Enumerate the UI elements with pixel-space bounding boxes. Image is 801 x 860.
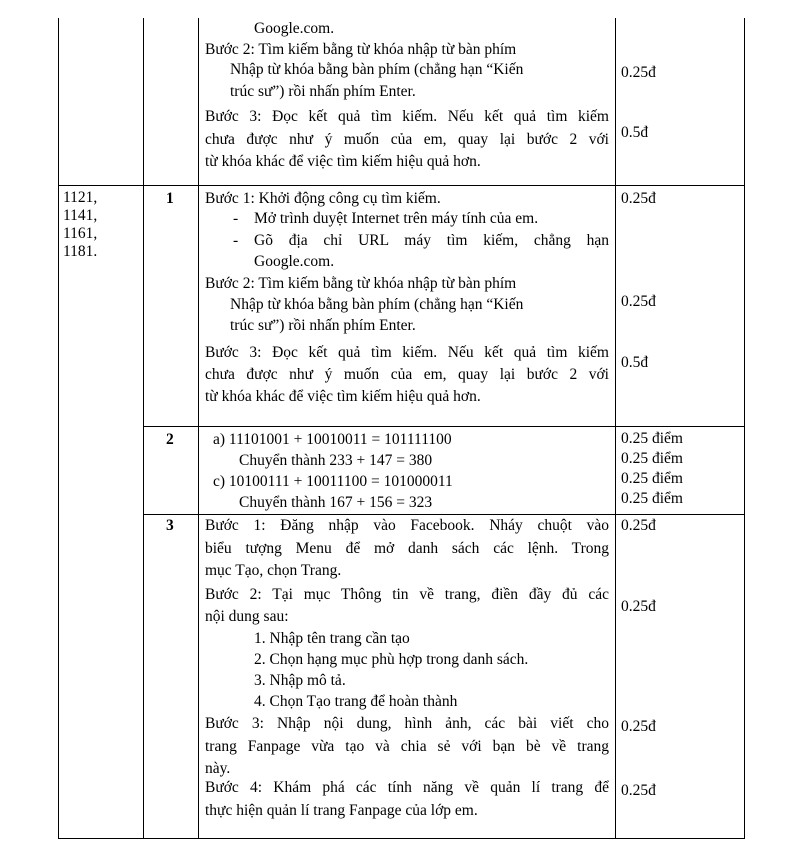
q1-line: Google.com. (254, 253, 335, 270)
table-border-left (58, 18, 59, 839)
column-divider-question (198, 18, 199, 839)
q1-line: Bước 3: Đọc kết quả tìm kiếm. Nếu kết quả tìm kiếm (205, 344, 609, 361)
q3-line: trang Fanpage vừa tạo và chia sẻ với bạn bè về trang (205, 738, 609, 755)
q1-line: Nhập từ khóa bằng bàn phím (chẳng hạn “Kiến (230, 296, 524, 313)
question-number: 3 (166, 517, 174, 534)
q1-score: 0.5đ (621, 354, 649, 371)
q3-score: 0.25đ (621, 598, 656, 615)
top-step-text: từ khóa khác để việc tìm kiếm hiệu quả hơn. (205, 153, 481, 170)
q3-list-item: 3. Nhập mô tả. (254, 672, 346, 689)
q1-line: chưa được như ý muốn của em, quay lại bước 2 với (205, 366, 609, 383)
q3-line: mục Tạo, chọn Trang. (205, 562, 342, 579)
top-score: 0.5đ (621, 124, 649, 141)
row-divider-q2 (143, 514, 745, 515)
top-step-text: Google.com. (254, 20, 335, 37)
bullet-dash: - (233, 232, 239, 249)
q3-score: 0.25đ (621, 782, 656, 799)
top-step-text: Nhập từ khóa bằng bàn phím (chẳng hạn “Kiến (230, 61, 524, 78)
top-score: 0.25đ (621, 64, 656, 81)
top-step-text: Bước 3: Đọc kết quả tìm kiếm. Nếu kết quả tìm kiếm (205, 108, 609, 125)
q1-line: Mở trình duyệt Internet trên máy tính của em. (254, 210, 539, 227)
table-border-right (744, 18, 745, 839)
q2-line: c) 10100111 + 10011100 = 101000011 (213, 473, 453, 490)
q3-line: Bước 1: Đăng nhập vào Facebook. Nháy chuột vào (205, 517, 609, 534)
q2-line: Chuyển thành 233 + 147 = 380 (239, 452, 433, 469)
bullet-dash: - (233, 210, 239, 227)
top-step-text: trúc sư”) rồi nhấn phím Enter. (230, 83, 416, 100)
q3-line: này. (205, 760, 231, 777)
column-divider-code (143, 18, 144, 839)
q1-score: 0.25đ (621, 190, 656, 207)
q3-score: 0.25đ (621, 718, 656, 735)
table-border-bottom (58, 838, 745, 839)
column-divider-score (615, 18, 616, 839)
group-code: 1181. (63, 243, 98, 260)
q1-line: từ khóa khác để việc tìm kiếm hiệu quả hơn. (205, 388, 481, 405)
q2-score: 0.25 điểm (621, 490, 683, 507)
group-code: 1141, (63, 207, 98, 224)
row-divider-q1 (143, 426, 745, 427)
q1-line: Gõ địa chỉ URL máy tìm kiếm, chẳng hạn (254, 232, 609, 249)
q2-score: 0.25 điểm (621, 430, 683, 447)
top-step-text: Bước 2: Tìm kiếm bằng từ khóa nhập từ bàn phím (205, 41, 517, 58)
q3-line: Bước 2: Tại mục Thông tin về trang, điền đầy đủ các (205, 586, 609, 603)
q2-score: 0.25 điểm (621, 450, 683, 467)
q1-line: Bước 2: Tìm kiếm bằng từ khóa nhập từ bàn phím (205, 275, 517, 292)
question-number: 1 (166, 190, 174, 207)
row-divider-group (58, 185, 745, 186)
question-number: 2 (166, 431, 174, 448)
q2-line: Chuyển thành 167 + 156 = 323 (239, 494, 433, 511)
q1-line: Bước 1: Khởi động công cụ tìm kiếm. (205, 190, 441, 207)
q3-score: 0.25đ (621, 517, 656, 534)
q3-list-item: 4. Chọn Tạo trang để hoàn thành (254, 693, 458, 710)
q3-list-item: 2. Chọn hạng mục phù hợp trong danh sách. (254, 651, 529, 668)
q3-line: nội dung sau: (205, 608, 289, 625)
group-code: 1121, (63, 189, 98, 206)
group-code: 1161, (63, 225, 98, 242)
q3-line: Bước 3: Nhập nội dung, hình ảnh, các bài viết cho (205, 715, 609, 732)
q2-line: a) 11101001 + 10010011 = 101111100 (213, 431, 452, 448)
q3-line: biểu tượng Menu để mở danh sách các lệnh. Trong (205, 540, 609, 557)
top-step-text: chưa được như ý muốn của em, quay lại bước 2 với (205, 131, 609, 148)
q2-score: 0.25 điểm (621, 470, 683, 487)
q1-score: 0.25đ (621, 293, 656, 310)
q3-list-item: 1. Nhập tên trang cần tạo (254, 630, 410, 647)
q3-line: thực hiện quản lí trang Fanpage của lớp em. (205, 802, 478, 819)
q1-line: trúc sư”) rồi nhấn phím Enter. (230, 317, 416, 334)
q3-line: Bước 4: Khám phá các tính năng về quản lí trang để (205, 779, 609, 796)
